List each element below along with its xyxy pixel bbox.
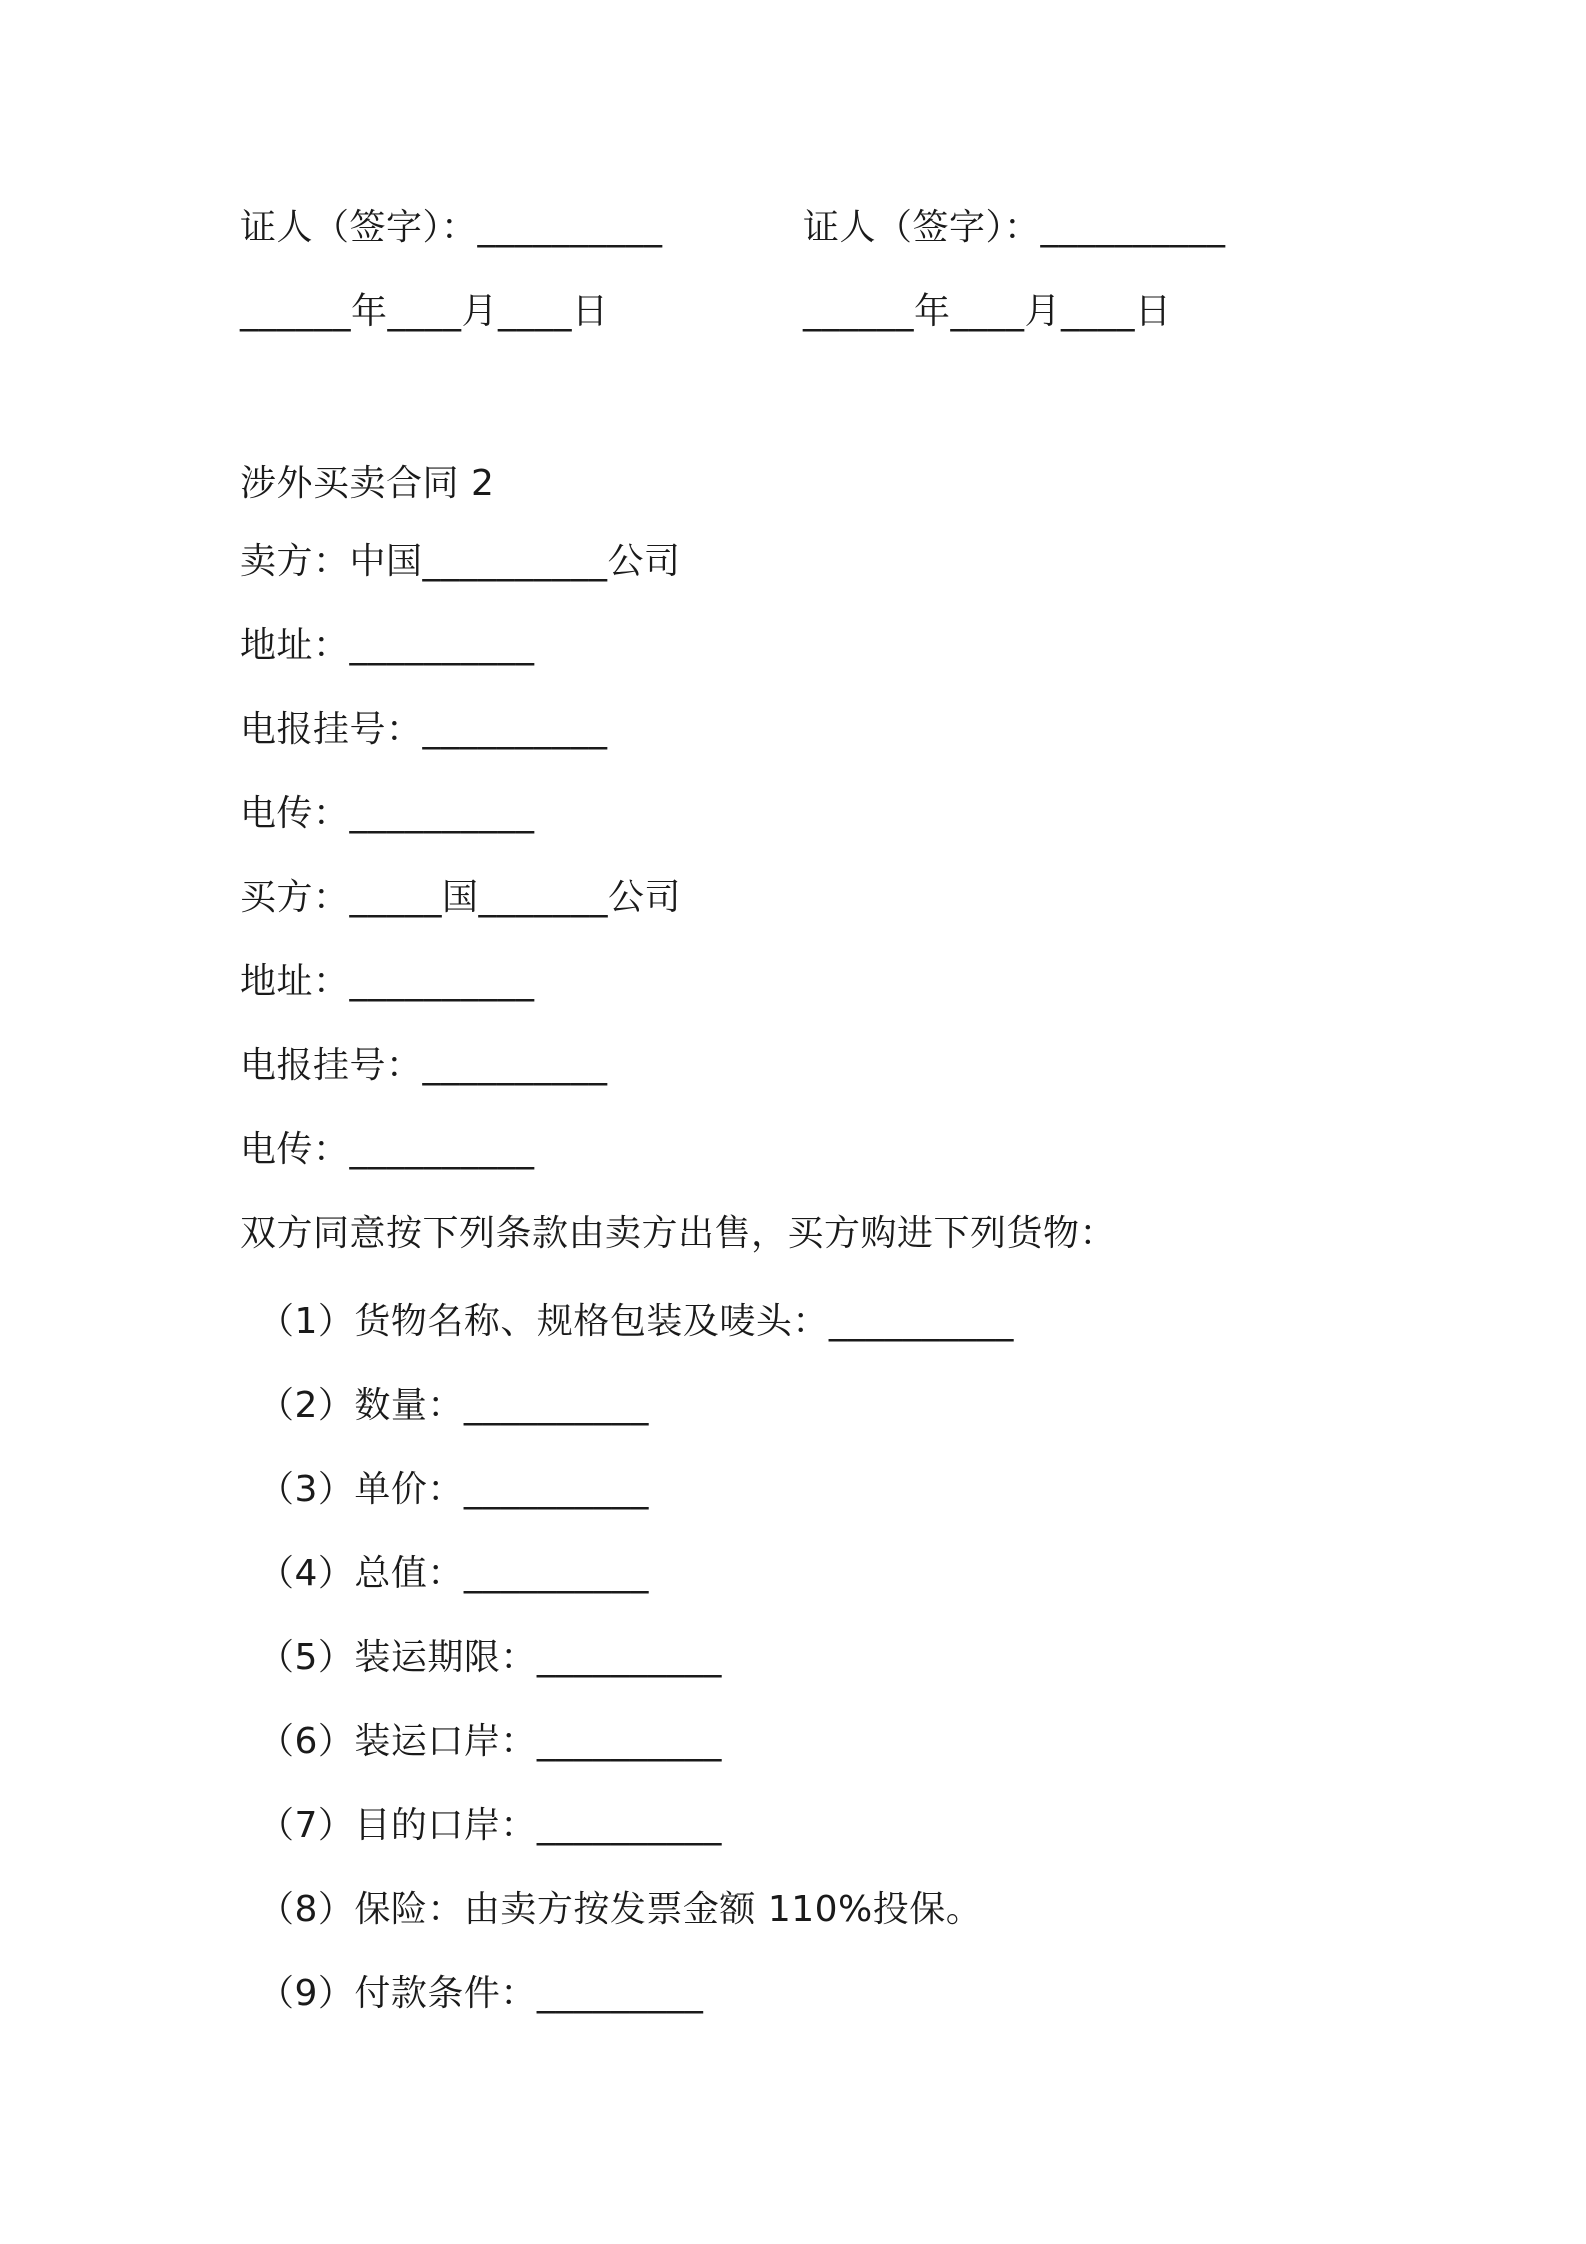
clause-item: （5）装运期限：__________ xyxy=(258,1637,722,1678)
agreement-intro: 双方同意按下列条款由卖方出售，买方购进下列货物： xyxy=(240,1213,1117,1254)
buyer-fax: 电传：__________ xyxy=(240,1129,535,1170)
buyer-line: 买方：_____国_______公司 xyxy=(240,877,682,918)
clause-item: （2）数量：__________ xyxy=(258,1385,649,1426)
clause-item: （4）总值：__________ xyxy=(258,1553,649,1594)
seller-address: 地址：__________ xyxy=(240,625,535,666)
clause-item: （1）货物名称、规格包装及唛头：__________ xyxy=(258,1301,1014,1342)
seller-line: 卖方：中国__________公司 xyxy=(240,541,681,582)
witness-signature-left: 证人（签字）：__________ xyxy=(240,207,663,248)
clause-item: （9）付款条件：_________ xyxy=(258,1973,704,2014)
buyer-address: 地址：__________ xyxy=(240,961,535,1002)
clause-item: （7）目的口岸：__________ xyxy=(258,1805,722,1846)
clause-item: （8）保险：由卖方按发票金额 110%投保。 xyxy=(258,1889,983,1930)
witness-date-right: ______年____月____日 xyxy=(803,291,1172,332)
clause-item: （6）装运口岸：__________ xyxy=(258,1721,722,1762)
contract-title: 涉外买卖合同 2 xyxy=(240,463,495,504)
witness-date-left: ______年____月____日 xyxy=(240,291,609,332)
clause-item: （3）单价：__________ xyxy=(258,1469,649,1510)
seller-telegraph: 电报挂号：__________ xyxy=(240,709,608,750)
witness-signature-right: 证人（签字）：__________ xyxy=(803,207,1226,248)
buyer-telegraph: 电报挂号：__________ xyxy=(240,1045,608,1086)
seller-fax: 电传：__________ xyxy=(240,793,535,834)
